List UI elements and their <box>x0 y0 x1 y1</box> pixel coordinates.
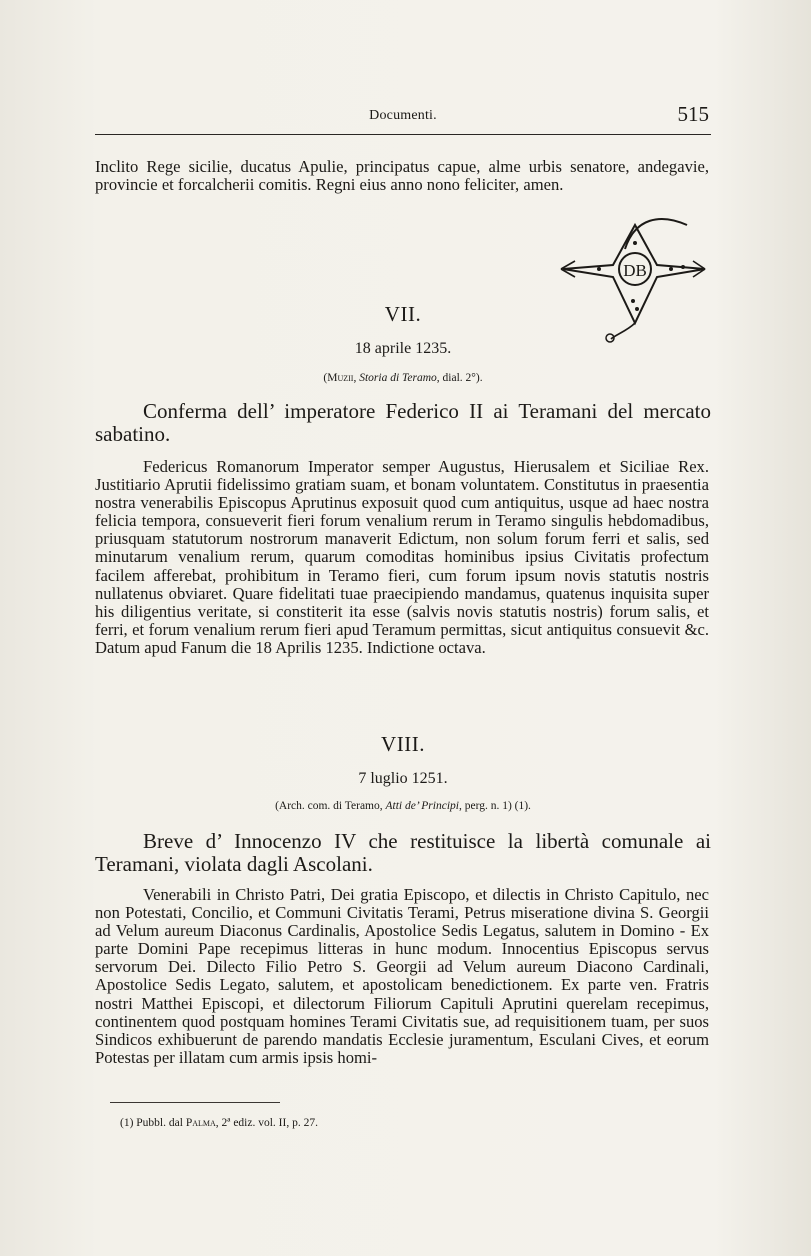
document-heading-vii: Conferma dell’ imperatore Federico II ai Teramani del mercato sabatino. <box>95 399 711 446</box>
signum-monogram: DB <box>623 261 647 280</box>
source-details: , dial. 2°). <box>436 372 483 384</box>
source-author: Muzii <box>327 372 354 384</box>
document-numeral-vii: VII. <box>384 302 422 326</box>
source-archive: (Arch. com. di Teramo, <box>275 800 386 812</box>
source-title: Atti de’ Principi <box>385 800 459 812</box>
running-header <box>95 100 711 135</box>
document-body-vii: Federicus Romanorum Imperator semper Augustus, Hierusalem et Siciliae Rex. Justitiario Aprutii fidelissimo gratiam suam, et bonam voluntatem. Constitutus in praesentia nostra venerabilis Episcopus Aprutinus exposuit quod cum antiquitus, usque ad haec nostra felicia tempora, consueverit fieri forum venalium rerum in Teramo singulis hebdomadibus, priusquam statutorum nostrorum manaverit Edictum, non solum forum ferri et salis, sed minutarum venalium rerum, quarum comoditas hominibus ipsius Civitatis profectum facilem afferebat, prohibitum in Teramo fieri, cum forum ipsum novis statutis nostris nullatenus obviaret. Quare fidelitati tuae praecipiendo mandamus, quatenus inquisita super his diligentius veritate, si constiterit ita esse (salvis novis statutis nostris) forum salis, et ferri, et forum venalium rerum fieri apud Teramum permittas, sicut antiquitus consuevit &c. Datum apud Fanum die 18 Aprilis 1235. Indictione octava. <box>95 457 709 657</box>
running-title: Documenti. <box>369 108 437 123</box>
document-body-viii: Venerabili in Christo Patri, Dei gratia Episcopo, et dilectis in Christo Capitulo, nec non Potestati, Concilio, et Communi Civitatis Terami, Petrus miseratione divina S. Georgii ad Velum aureum Diaconus Cardinalis, Apostolice Sedis Legatus, salutem in Domino - Ex parte Domini Pape recepimus litteras in hunc modum. Innocentius Episcopus servus servorum Dei. Dilecto Filio Petro S. Georgii ad Velum aureum Diacono Cardinali, Apostolice Sedis Legato, salutem, et apostolicam benedictionem. Ex parte ven. Fratris nostri Matthei Episcopi, et dilectorum Filiorum Capituli Aprutini querelam recepimus, continentem quod postquam homines Terami Civitatis sue, ad requisitionem tuam, per suos Sindicos exhibuerunt de parendo mandatis Ecclesie juramentum, Esculani Cives, et eorum Potestas per illatam cum armis ipsis homi- <box>95 885 709 1067</box>
document-source-vii: (Muzii, Storia di Teramo, dial. 2°). <box>323 372 483 384</box>
document-heading-viii: Breve d’ Innocenzo IV che restituisce la libertà comunale ai Teramani, violata dagli Ascolani. <box>95 829 711 876</box>
document-numeral-viii: VIII. <box>381 732 425 756</box>
source-details: , perg. n. 1) (1). <box>458 800 531 812</box>
footnote-author: Palma <box>185 1117 216 1129</box>
page-number: 515 <box>677 102 709 126</box>
document-date-viii: 7 luglio 1251. <box>358 770 448 787</box>
document-source-viii <box>95 800 711 812</box>
footnote: (1) Pubbl. dal Palma, 2ª ediz. vol. II, p. 27. <box>120 1117 318 1129</box>
opening-paragraph: Inclito Rege sicilie, ducatus Apulie, principatus capue, alme urbis senatore, andegavie, provincie et forcalcherii comitis. Regni eius anno nono feliciter, amen. <box>95 157 709 195</box>
source-title: Storia di Teramo <box>359 372 437 384</box>
document-date-vii: 18 aprile 1235. <box>354 340 452 357</box>
footnote-rule <box>110 1102 280 1103</box>
